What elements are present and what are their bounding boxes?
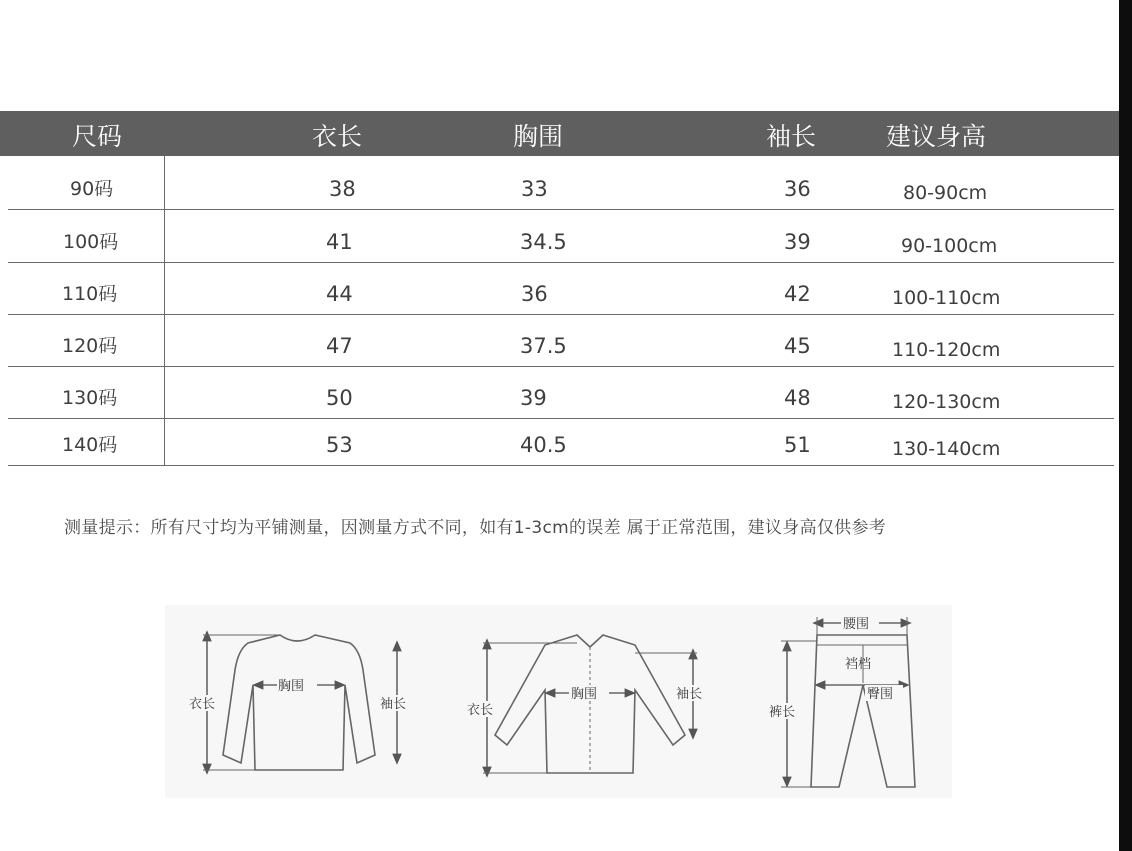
cell-sleeve: 51 [784,433,811,457]
header-sleeve: 袖长 [766,122,817,151]
right-edge-bar [1119,0,1132,851]
pants-rise-label: 裆档 [845,657,872,672]
header-chest: 胸围 [513,122,564,151]
shirt-length-label: 衣长 [467,703,494,718]
table-row [8,315,1114,367]
sweater-outline [223,635,375,770]
cell-sleeve: 48 [784,386,811,410]
cell-chest: 33 [521,177,548,201]
cell-length: 44 [326,282,353,306]
shirt-chest-label: 胸围 [571,687,598,702]
cell-sleeve: 45 [784,334,811,358]
header-length: 衣长 [312,122,363,151]
cell-length: 41 [326,230,353,254]
cell-size: 130码 [62,387,118,409]
size-table-header [0,111,1119,156]
cell-length: 38 [329,177,356,201]
row-divider [8,465,1114,466]
header-size: 尺码 [72,122,123,151]
cell-length: 53 [326,433,353,457]
cell-size: 140码 [62,434,118,456]
cell-chest: 40.5 [520,433,567,457]
sweater-chest-label: 胸围 [278,679,305,694]
pants-hip-label: 臀围 [867,687,894,702]
sweater-diagram [203,635,397,770]
table-row [8,158,1114,210]
measurement-diagram-svg [165,605,952,798]
shirt-sleeve-label: 袖长 [676,687,703,702]
pants-waist-label: 腰围 [843,617,870,632]
cell-height: 100-110cm [892,287,1001,309]
row-divider [8,209,1114,210]
cell-size: 120码 [62,335,118,357]
cell-height: 110-120cm [892,339,1001,361]
table-row [8,211,1114,263]
measurement-note: 测量提示：所有尺寸均为平铺测量，因测量方式不同，如有1-3cm的误差 属于正常范围，建议身高仅供参考 [64,518,887,538]
cell-chest: 39 [520,386,547,410]
cell-sleeve: 36 [784,177,811,201]
shirt-diagram [483,635,697,773]
cell-chest: 36 [521,282,548,306]
cell-size: 110码 [62,283,118,305]
header-height: 建议身高 [886,122,987,151]
sweater-length-label: 衣长 [189,697,216,712]
pants-length-label: 裤长 [769,705,796,720]
cell-size: 100码 [63,231,119,253]
cell-height: 80-90cm [903,182,988,204]
cell-sleeve: 42 [784,282,811,306]
measurement-diagrams [165,605,952,798]
cell-length: 47 [326,334,353,358]
pants-diagram [781,617,915,787]
sweater-sleeve-label: 袖长 [380,697,407,712]
table-row [8,263,1114,315]
table-row [8,414,1114,466]
cell-chest: 34.5 [520,230,567,254]
cell-height: 130-140cm [892,438,1001,460]
cell-chest: 37.5 [520,334,567,358]
table-row [8,367,1114,419]
cell-sleeve: 39 [784,230,811,254]
cell-height: 90-100cm [901,235,998,257]
cell-size: 90码 [70,178,114,200]
cell-height: 120-130cm [892,391,1001,413]
cell-length: 50 [326,386,353,410]
